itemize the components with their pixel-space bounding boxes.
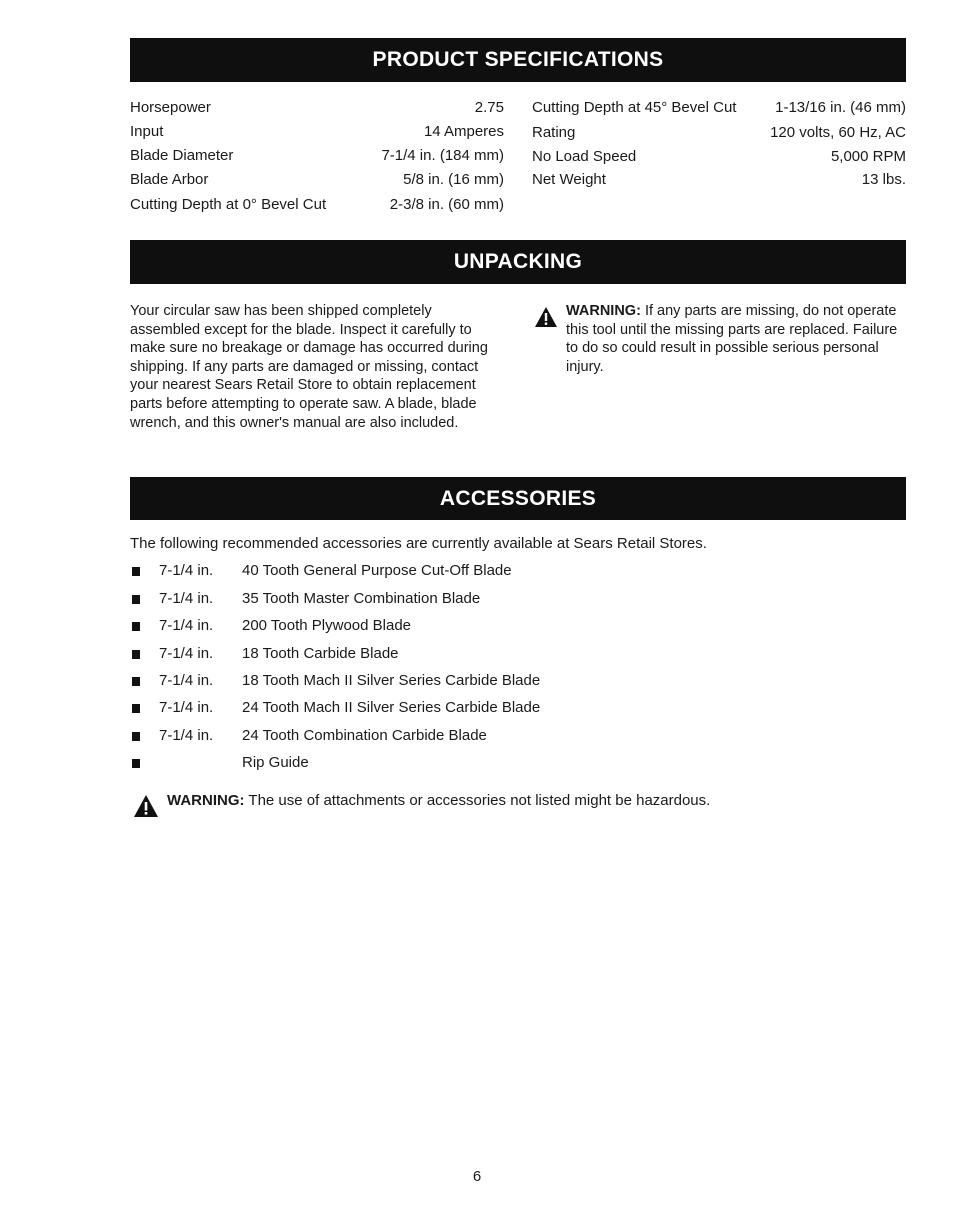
section-title: PRODUCT SPECIFICATIONS — [372, 48, 664, 71]
square-bullet-icon — [132, 732, 140, 741]
section-header-unpacking — [130, 240, 906, 284]
spec-label: Input — [130, 123, 164, 140]
spec-label: Rating — [532, 124, 576, 141]
spec-label: Horsepower — [130, 99, 211, 116]
warning-label: WARNING: — [167, 792, 245, 809]
warning-triangle-icon — [534, 306, 558, 328]
page-number: 6 — [472, 1168, 482, 1185]
accessory-name: 18 Tooth Mach II Silver Series Carbide Blade — [242, 672, 541, 689]
spec-row — [532, 121, 906, 145]
accessories-warning — [167, 790, 710, 812]
square-bullet-icon — [132, 650, 140, 659]
accessory-name: 18 Tooth Carbide Blade — [242, 645, 399, 662]
section-title: ACCESSORIES — [439, 487, 597, 510]
spec-value: 2.75 — [474, 99, 504, 116]
square-bullet-icon — [132, 759, 140, 768]
square-bullet-icon — [132, 677, 140, 686]
spec-value: 5,000 RPM — [830, 148, 906, 165]
spec-value: 5/8 in. (16 mm) — [403, 171, 504, 188]
spec-row — [532, 168, 906, 192]
accessory-size: 7-1/4 in. — [159, 727, 214, 744]
unpacking-warning — [566, 302, 906, 376]
accessories-intro: The following recommended accessories are currently available at Sears Retail Stores. — [130, 535, 707, 552]
spec-value: 1-13/16 in. (46 mm) — [775, 99, 906, 116]
accessory-size: 7-1/4 in. — [159, 617, 214, 634]
accessory-size: 7-1/4 in. — [159, 562, 214, 579]
section-header-product-specifications — [130, 38, 906, 82]
warning-label: WARNING: — [566, 303, 641, 319]
spec-label: Blade Diameter — [130, 147, 234, 164]
unpacking-paragraph: Your circular saw has been shipped completely assembled except for the blade. Inspect it carefully to make sure no breakage or damage has occurred during shipping. If any parts are damaged or missing, contact your nearest Sears Retail Store to obtain replacement parts before attempting to operate saw. A blade, blade wrench, and this owner's manual are also included. — [130, 303, 488, 431]
spec-label: No Load Speed — [532, 148, 637, 165]
spec-label: Cutting Depth at 0° Bevel Cut — [130, 196, 327, 213]
warning-text: If any parts are missing, do not operate this tool until the missing parts are replaced. Failure to do so could result in possible serious personal injury. — [566, 303, 898, 375]
accessory-size: 7-1/4 in. — [159, 645, 214, 662]
warning-text: The use of attachments or accessories not listed might be hazardous. — [248, 792, 711, 809]
spec-label: Cutting Depth at 45° Bevel Cut — [532, 99, 737, 116]
accessory-size: 7-1/4 in. — [159, 590, 214, 607]
square-bullet-icon — [132, 595, 140, 604]
accessory-name: 35 Tooth Master Combination Blade — [242, 590, 481, 607]
accessory-name: 40 Tooth General Purpose Cut-Off Blade — [242, 562, 512, 579]
spec-value: 120 volts, 60 Hz, AC — [770, 124, 906, 141]
section-title: UNPACKING — [453, 250, 583, 273]
accessory-name: Rip Guide — [242, 754, 309, 771]
spec-value: 13 lbs. — [861, 171, 906, 188]
square-bullet-icon — [132, 622, 140, 631]
spec-row — [532, 145, 906, 169]
accessory-size: 7-1/4 in. — [159, 699, 214, 716]
spec-row — [130, 193, 504, 217]
spec-row — [532, 96, 906, 120]
spec-row — [130, 144, 504, 168]
spec-value: 14 Amperes — [423, 123, 504, 140]
spec-value: 7-1/4 in. (184 mm) — [381, 147, 504, 164]
section-header-accessories — [130, 477, 906, 520]
spec-value: 2-3/8 in. (60 mm) — [389, 196, 504, 213]
square-bullet-icon — [132, 704, 140, 713]
accessory-name: 24 Tooth Combination Carbide Blade — [242, 727, 487, 744]
accessory-name: 200 Tooth Plywood Blade — [242, 617, 412, 634]
spec-label: Blade Arbor — [130, 171, 209, 188]
accessory-size: 7-1/4 in. — [159, 672, 214, 689]
spec-row — [130, 96, 504, 120]
spec-row — [130, 120, 504, 144]
warning-triangle-icon — [133, 794, 159, 818]
spec-row — [130, 168, 504, 192]
spec-label: Net Weight — [532, 171, 606, 188]
square-bullet-icon — [132, 567, 140, 576]
accessory-name: 24 Tooth Mach II Silver Series Carbide Blade — [242, 699, 541, 716]
